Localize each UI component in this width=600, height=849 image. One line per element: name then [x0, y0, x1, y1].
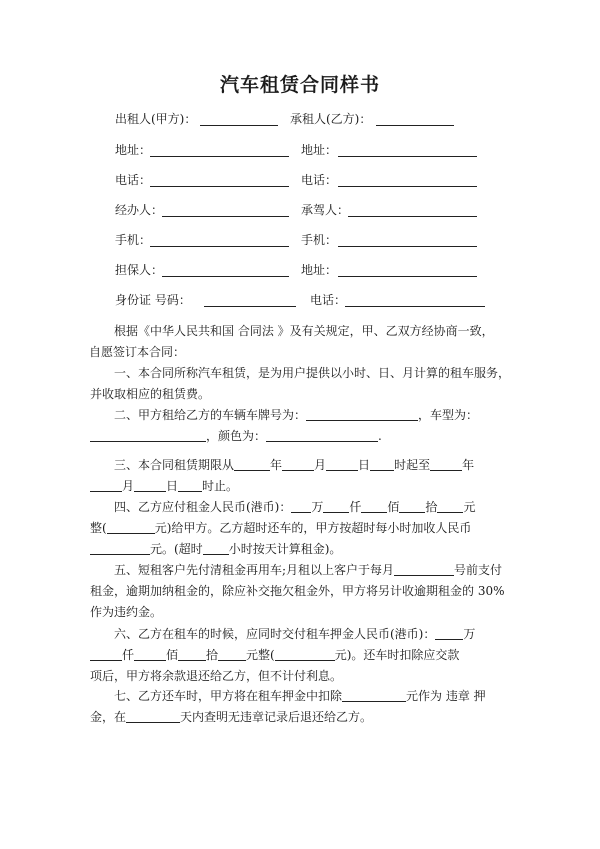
- clause-5-line-2: 租金，逾期加纳租金的，除应补交拖欠租金外，甲方将另计收逾期租金的 30%: [90, 584, 505, 598]
- clause-3-line-2: [90, 476, 520, 497]
- guarantor-blank: [162, 276, 289, 277]
- driver-blank: [348, 216, 477, 217]
- guarantor-address-blank: [338, 276, 477, 277]
- clause-6-line-2: [90, 645, 520, 666]
- driver-mobile-label: 手机：: [301, 233, 338, 247]
- overtime-text: 元)给甲方。乙方超时还车的，甲方按超时每小时加收人民币: [154, 521, 472, 535]
- deposit-yuan-blank: [218, 647, 246, 661]
- id-number-label: 身份证 号码：: [115, 293, 191, 307]
- intro-line-2: 自愿签订本合同：: [89, 345, 186, 359]
- guarantor-address-label: 地址：: [301, 263, 338, 277]
- handler-label: 经办人：: [115, 203, 164, 217]
- overtime-hours-blank: [203, 541, 229, 555]
- guarantor-phone-label: 电话：: [310, 293, 347, 307]
- clause-5: [90, 560, 520, 623]
- days-blank: [126, 709, 180, 723]
- month2-unit: 月: [122, 479, 135, 493]
- driver-mobile-blank: [338, 246, 477, 247]
- clause-3: [90, 455, 520, 497]
- lessor-address-blank: [150, 156, 289, 157]
- lessee-phone-label: 电话：: [301, 173, 338, 187]
- mobile-row: [0, 232, 600, 248]
- deposit-label: 六、乙方在租车的时候，应同时交付租车押金人民币(港币)：: [114, 627, 436, 641]
- clause-3-line-1: [90, 455, 520, 476]
- rent-bai-blank: [361, 499, 387, 513]
- guarantor-phone-blank: [345, 306, 485, 307]
- overtime-day-text: 小时按天计算租金)。: [228, 542, 342, 556]
- qian-unit: 仟: [349, 500, 362, 514]
- clause-4: [90, 497, 520, 560]
- start-month-blank: [282, 457, 314, 471]
- yuan-unit: 元: [463, 500, 476, 514]
- address-row: [0, 142, 600, 158]
- year-unit: 年: [270, 458, 283, 472]
- intro-paragraph: [90, 321, 520, 363]
- color-blank: [266, 428, 378, 442]
- lessor-lessee-row: [0, 111, 600, 127]
- handler-blank: [162, 216, 289, 217]
- lessor-label: 出租人(甲方)：: [115, 112, 197, 126]
- month-unit: 月: [314, 458, 327, 472]
- lessor-address-label: 地址：: [115, 143, 152, 157]
- deposit-wan-unit: 万: [463, 627, 476, 641]
- id-number-blank: [204, 306, 296, 307]
- deposit-qian-unit: 仟: [122, 648, 135, 662]
- clause-7-line-2: [90, 707, 520, 728]
- deposit-shi-unit: 拾: [206, 648, 219, 662]
- to-text: 时止。: [202, 479, 239, 493]
- year2-unit: 年: [462, 458, 475, 472]
- day2-unit: 日: [166, 479, 179, 493]
- payment-day-blank: [394, 562, 454, 576]
- lessee-label: 承租人(乙方)：: [290, 112, 372, 126]
- overtime-hours-text: 元。(超时: [150, 542, 203, 556]
- lessee-address-blank: [338, 156, 477, 157]
- clause-1-line-1: 一、本合同所称汽车租赁，是为用户提供以小时、日、月计算的租车服务，: [114, 366, 511, 380]
- plate-label: 二、甲方租给乙方的车辆车牌号为：: [114, 408, 307, 422]
- clause-7: [90, 686, 520, 728]
- payment-before-text: 号前支付: [454, 563, 503, 577]
- driver-label: 承驾人：: [301, 203, 350, 217]
- whole-text: 整(: [90, 521, 107, 535]
- within-text: 金，在: [90, 710, 127, 724]
- model-label: ，车型为：: [418, 408, 479, 422]
- violation-amount-blank: [342, 688, 406, 702]
- deposit-shi-blank: [178, 647, 206, 661]
- clause-2-line-2: [90, 426, 520, 447]
- start-year-blank: [234, 457, 270, 471]
- clause-6-line-1: [90, 624, 520, 645]
- deposit-deduct-text: 元)。还车时扣除应交款: [334, 648, 460, 662]
- handler-mobile-blank: [150, 246, 289, 247]
- clause-4-line-2: [90, 518, 520, 539]
- end-hour-blank: [178, 478, 202, 492]
- end-year-blank: [430, 457, 462, 471]
- start-day-blank: [326, 457, 358, 471]
- shi-unit: 拾: [425, 500, 438, 514]
- phone-row: [0, 172, 600, 188]
- bai-unit: 佰: [387, 500, 400, 514]
- from-text: 时起至: [394, 458, 431, 472]
- deposit-bai-blank: [134, 647, 166, 661]
- rent-wan-blank: [291, 499, 311, 513]
- end-day-blank: [134, 478, 166, 492]
- term-label: 三、本合同租赁期限从: [114, 458, 235, 472]
- document-title: 汽车租赁合同样书: [219, 74, 380, 96]
- clause-1: [90, 363, 520, 405]
- color-label: ，颜色为：: [206, 429, 267, 443]
- deposit-bai-unit: 佰: [166, 648, 179, 662]
- lessee-phone-blank: [338, 186, 477, 187]
- model-blank: [90, 428, 206, 442]
- clause-1-line-2: 并收取相应的租赁费。: [90, 387, 211, 401]
- clause-4-line-1: [90, 497, 520, 518]
- payment-text: 五、短租客户先付清租金再用车;月租以上客户于每月: [114, 563, 395, 577]
- deposit-wan-blank: [435, 626, 463, 640]
- guarantor-row: [0, 262, 600, 278]
- deposit-yuan-unit: 元整(: [246, 648, 275, 662]
- clause-2: [90, 405, 520, 447]
- guarantor-label: 担保人：: [115, 263, 164, 277]
- violation-text: 元作为 违章 押: [406, 689, 486, 703]
- handler-mobile-label: 手机：: [115, 233, 152, 247]
- lessor-phone-label: 电话：: [115, 173, 152, 187]
- clause-2-line-1: [90, 405, 520, 426]
- clause-6-line-3: 项后，甲方将余款退还给乙方，但不计付利息。: [90, 669, 343, 683]
- start-hour-blank: [370, 457, 394, 471]
- refund-text: 天内查明无违章记录后退还给乙方。: [180, 710, 373, 724]
- end-month-blank: [90, 478, 122, 492]
- clause-6: [90, 624, 520, 687]
- rent-yuan-blank: [437, 499, 463, 513]
- rent-label: 四、乙方应付租金人民币(港币)：: [114, 500, 292, 514]
- clause-5-line-1: [90, 560, 520, 581]
- id-row: [0, 292, 600, 308]
- rent-amount-blank: [107, 520, 155, 534]
- deposit-qian-blank: [90, 647, 122, 661]
- overtime-rate-blank: [90, 541, 150, 555]
- clause-4-line-3: [90, 539, 520, 560]
- rent-shi-blank: [399, 499, 425, 513]
- clause-5-line-3: 作为违约金。: [90, 605, 163, 619]
- handler-driver-row: [0, 202, 600, 218]
- clause-7-line-1: [90, 686, 520, 707]
- intro-line-1: 根据《中华人民共和国 合同法 》及有关规定，甲、乙双方经协商一致，: [114, 324, 494, 338]
- lessor-phone-blank: [150, 186, 289, 187]
- lessee-address-label: 地址：: [301, 143, 338, 157]
- deduct-text: 七、乙方还车时，甲方将在租车押金中扣除: [114, 689, 343, 703]
- lessee-blank: [376, 125, 454, 126]
- rent-qian-blank: [323, 499, 349, 513]
- clause-2-end: .: [378, 429, 382, 443]
- wan-unit: 万: [311, 500, 324, 514]
- day-unit: 日: [358, 458, 371, 472]
- lessor-blank: [200, 125, 278, 126]
- plate-blank: [306, 407, 418, 421]
- deposit-amount-blank: [275, 647, 335, 661]
